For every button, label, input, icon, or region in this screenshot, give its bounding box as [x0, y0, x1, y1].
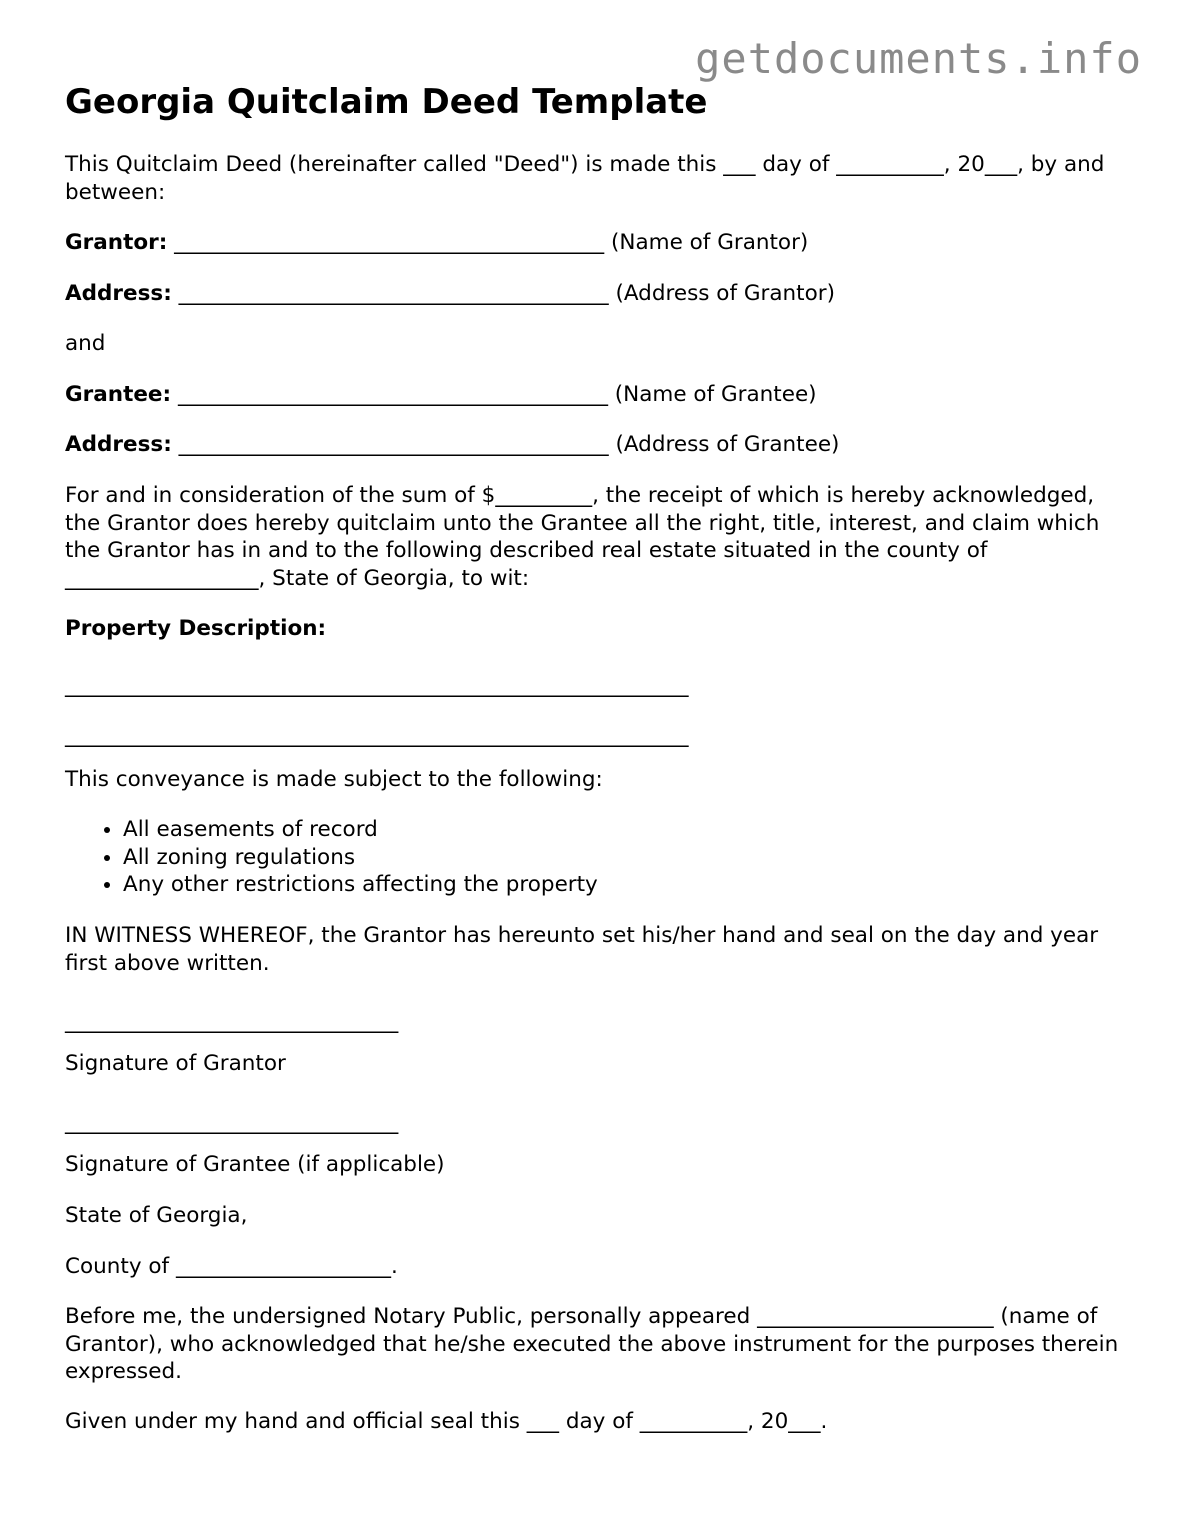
state-text: State of Georgia, [65, 1203, 248, 1228]
grantor-line [65, 229, 1135, 257]
conveyance-intro: This conveyance is made subject to the following: [65, 767, 603, 792]
grantee-address-label: Address: [65, 432, 172, 457]
county-line: County of ____________________. [65, 1254, 398, 1279]
grantor-address-line [65, 280, 1135, 308]
list-item: • All easements of record [123, 816, 598, 844]
list-item: • Any other restrictions affecting the property [123, 871, 598, 899]
grantor-address-label: Address: [65, 281, 172, 306]
grantor-label: Grantor: [65, 230, 168, 255]
witness-paragraph: IN WITNESS WHEREOF, the Grantor has hereunto set his/her hand and seal on the day and year first above written. [65, 923, 1099, 976]
intro-paragraph: This Quitclaim Deed (hereinafter called "Deed") is made this ___ day of __________, 20___, by and between: [65, 152, 1105, 205]
grantee-address-line [65, 431, 1135, 459]
document-title: Georgia Quitclaim Deed Template [65, 82, 708, 122]
watermark-logo: getdocuments.info [695, 34, 1142, 83]
grantee-line [65, 381, 1135, 409]
consideration-paragraph: For and in consideration of the sum of $_________, the receipt of which is hereby acknowledged, the Grantor does hereby quitclaim unto the Grantee all the right, title, interest, and claim which the Grantor has in and to the following described real estate situated in the county of __________________, State of Georgia, to wit: [65, 483, 1100, 591]
notary-paragraph: Before me, the undersigned Notary Public, personally appeared ______________________ (name of Grantor), who acknowledged that he/she executed the above instrument for the purposes therein expressed. [65, 1304, 1119, 1384]
grantor-blank: ________________________________________ (Name of Grantor) [167, 230, 809, 255]
conditions-list [65, 816, 598, 899]
grantee-blank: ________________________________________ (Name of Grantee) [171, 382, 817, 407]
grantor-signature-label: Signature of Grantor [65, 1051, 286, 1076]
grantor-signature-line: _______________________________ [65, 1009, 399, 1034]
property-line-1: __________________________________________________________ [65, 673, 689, 698]
grantee-address-blank: ________________________________________ (Address of Grantee) [171, 432, 840, 457]
property-line-2: __________________________________________________________ [65, 723, 689, 748]
grantor-address-blank: ________________________________________ (Address of Grantor) [171, 281, 835, 306]
property-description-heading: Property Description: [65, 616, 327, 641]
and-text: and [65, 331, 106, 356]
grantee-signature-line: _______________________________ [65, 1110, 399, 1135]
grantee-label: Grantee: [65, 382, 172, 407]
given-line: Given under my hand and official seal this ___ day of __________, 20___. [65, 1409, 828, 1434]
list-item: • All zoning regulations [123, 844, 598, 872]
grantee-signature-label: Signature of Grantee (if applicable) [65, 1152, 445, 1177]
